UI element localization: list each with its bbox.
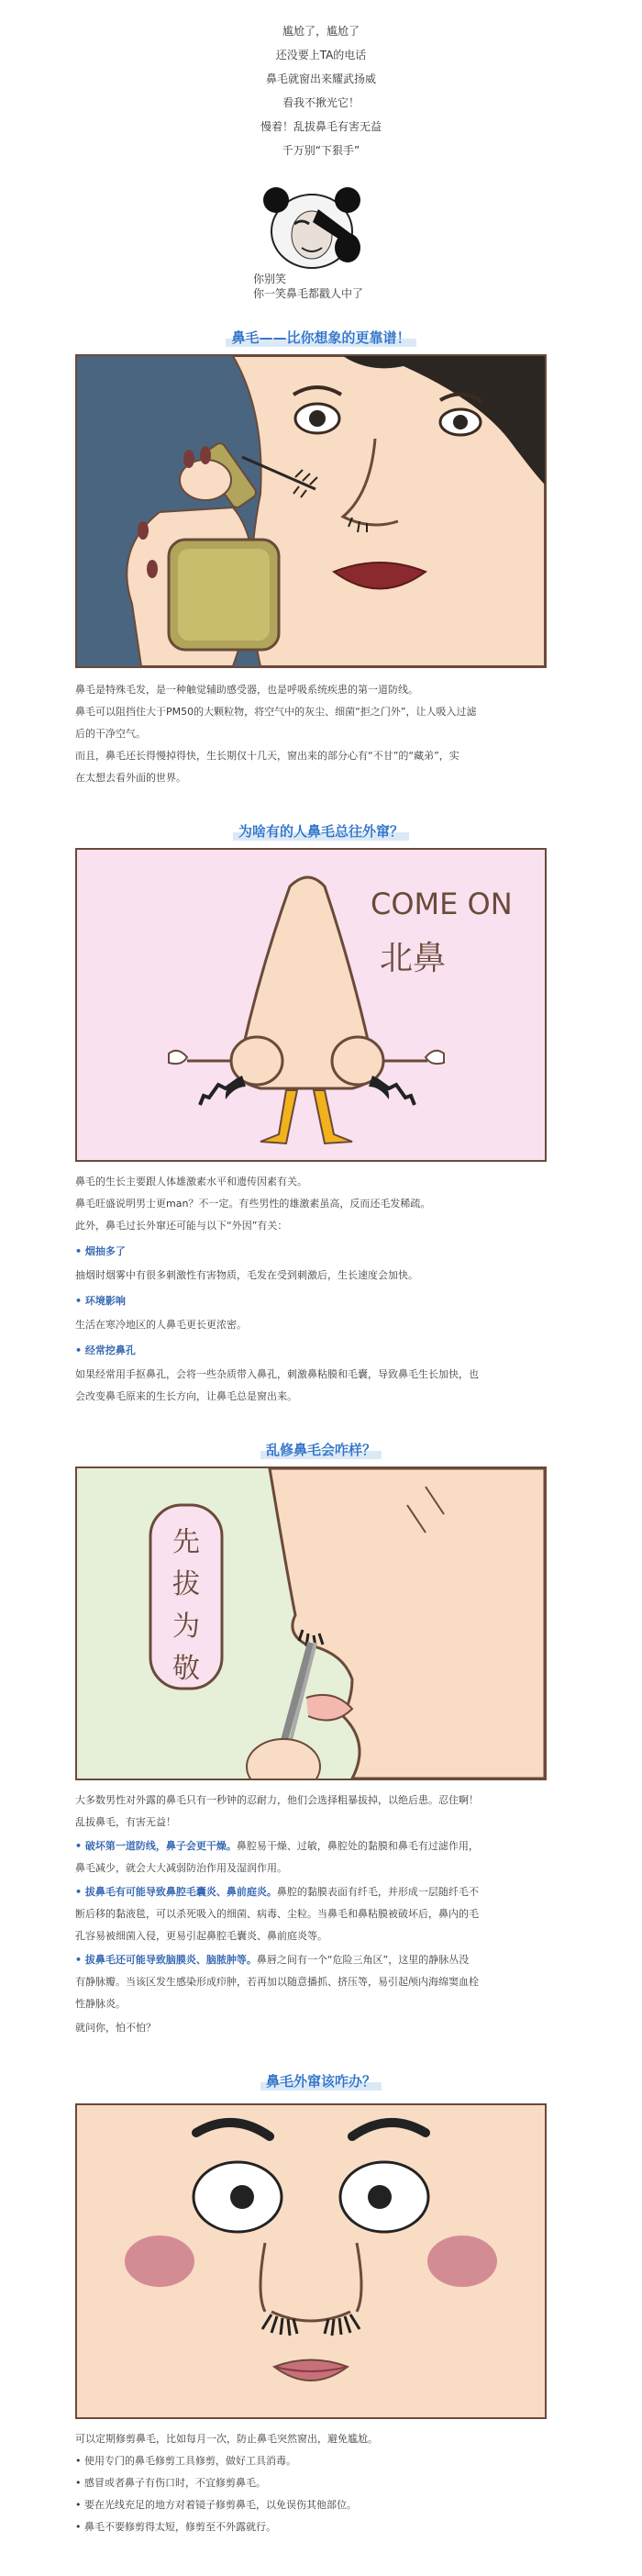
harm-text: 鼻腔易干燥、过敏，鼻腔处的黏膜和鼻毛有过滤作用， bbox=[236, 1840, 479, 1852]
section-title-text: 乱修鼻毛会咋样？ bbox=[260, 1441, 382, 1459]
section-title-text: 为啥有的人鼻毛总往外窜？ bbox=[233, 822, 409, 841]
section-title bbox=[0, 2072, 642, 2091]
meme-caption: 你别笑 bbox=[253, 273, 287, 285]
factor-text: 抽烟时烟雾中有很多刺激性有害物质，毛发在受到刺激后，生长速度会加快。 bbox=[75, 1269, 418, 1281]
paragraph: 就问你，怕不怕？ bbox=[75, 2022, 156, 2034]
face-closeup-illustration bbox=[75, 2103, 547, 2419]
harm-title: • 拔鼻毛还可能导致脑膜炎、脑脓肿等。 bbox=[75, 1954, 257, 1966]
intro-line: 还没要上TA的电话 bbox=[275, 49, 367, 61]
factor-title: • 烟抽多了 bbox=[75, 1245, 126, 1257]
factor-text: 会改变鼻毛原来的生长方向，让鼻毛总是窗出来。 bbox=[75, 1390, 297, 1402]
paragraph: 鼻毛可以阻挡住大于PM50的大颗粒物，将空气中的灰尘、细菌“拒之门外”，让人吸入过滤 bbox=[75, 706, 477, 718]
illustration-text-beibi: 北鼻 bbox=[380, 940, 447, 977]
illustration-text-come-on: COME ON bbox=[371, 887, 513, 921]
factor-text: 生活在寒冷地区的人鼻毛更长更浓密。 bbox=[75, 1319, 247, 1331]
tip-item: • 要在光线充足的地方对着镜子修剪鼻毛，以免误伤其他部位。 bbox=[75, 2499, 357, 2511]
paragraph: 鼻毛是特殊毛发，是一种触觉辅助感受器，也是呼吸系统疾患的第一道防线。 bbox=[75, 684, 418, 696]
harm-text: 孔容易被细菌入侵，更易引起鼻腔毛囊炎、鼻前庭炎等。 bbox=[75, 1930, 327, 1942]
harm-item bbox=[75, 1839, 552, 1853]
intro-line: 尴尬了，尴尬了 bbox=[282, 25, 360, 38]
harm-text: 断后移的黏液毯，可以杀死吸入的细菌、病毒、尘粒。当鼻毛和鼻粘膜被破坏后，鼻内的毛 bbox=[75, 1908, 479, 1920]
woman-trimming-illustration bbox=[75, 354, 547, 668]
panda-meme-image bbox=[261, 184, 362, 272]
intro-line: 看我不揪光它！ bbox=[282, 96, 360, 109]
factor-title: • 环境影响 bbox=[75, 1295, 126, 1307]
intro-line: 慢着！乱拔鼻毛有害无益 bbox=[260, 120, 382, 133]
paragraph: 乱拔鼻毛，有害无益！ bbox=[75, 1816, 176, 1828]
factor-title: • 经常挖鼻孔 bbox=[75, 1344, 136, 1356]
paragraph: 后的干净空气。 bbox=[75, 728, 146, 740]
harm-text: 有静脉瓣。当该区发生感染形成疖肿，若再加以随意播抓、挤压等，易引起颅内海绵窦血栓 bbox=[75, 1976, 479, 1988]
paragraph: 大多数男性对外露的鼻毛只有一秒钟的忍耐力，他们会选择粗暴拔掉，以绝后患。忍住啊！ bbox=[75, 1794, 479, 1806]
factor-text: 如果经常用手抠鼻孔，会将一些杂质带入鼻孔，刺激鼻粘膜和毛囊，导致鼻毛生长加快，也 bbox=[75, 1368, 479, 1380]
tip-item: • 鼻毛不要修剪得太短，修剪至不外露就行。 bbox=[75, 2521, 276, 2533]
tweezer-illustration bbox=[75, 1466, 547, 1780]
intro-line: 千万别“下狠手” bbox=[282, 144, 360, 157]
paragraph: 可以定期修剪鼻毛，比如每月一次，防止鼻毛突然窗出，避免尴尬。 bbox=[75, 2433, 378, 2445]
tip-item: • 感冒或者鼻子有伤口时，不宜修剪鼻毛。 bbox=[75, 2477, 266, 2489]
sign-char: 先 bbox=[172, 1526, 200, 1558]
section-title-text: 鼻毛——比你想象的更靠谱！ bbox=[226, 329, 415, 347]
harm-item bbox=[75, 1885, 552, 1899]
harm-text: 性静脉炎。 bbox=[75, 1998, 126, 2010]
section-title bbox=[0, 329, 642, 347]
meme-caption: 你一笑鼻毛都戳人中了 bbox=[253, 287, 364, 300]
sign-char: 拔 bbox=[172, 1568, 200, 1600]
sign-char: 敬 bbox=[172, 1653, 200, 1685]
paragraph: 而且，鼻毛还长得慢掉得快，生长期仅十几天，窗出来的部分心有“不甘”的“藏弟”，实 bbox=[75, 750, 459, 762]
harm-title: • 拔鼻毛有可能导致鼻腔毛囊炎、鼻前庭炎。 bbox=[75, 1886, 277, 1898]
dancing-nose-illustration bbox=[75, 848, 547, 1162]
harm-text: 鼻毛减少，就会大大减弱防治作用及湿润作用。 bbox=[75, 1862, 287, 1874]
sign-char: 为 bbox=[172, 1611, 200, 1643]
paragraph: 此外，鼻毛过长外窜还可能与以下“外因”有关： bbox=[75, 1220, 288, 1232]
section-title-text: 鼻毛外窜该咋办？ bbox=[260, 2072, 382, 2091]
section-title bbox=[0, 1441, 642, 1459]
paragraph: 鼻毛的生长主要跟人体雄激素水平和遗传因素有关。 bbox=[75, 1176, 307, 1188]
section-title bbox=[0, 822, 642, 841]
harm-text: 鼻腔的黏膜表面有纤毛，并形成一层随纤毛不 bbox=[276, 1886, 479, 1898]
harm-item bbox=[75, 1953, 552, 1967]
intro-line: 鼻毛就窗出来耀武扬威 bbox=[265, 72, 376, 85]
paragraph: 在太想去看外面的世界。 bbox=[75, 772, 186, 784]
harm-title: • 破坏第一道防线，鼻子会更干燥。 bbox=[75, 1840, 237, 1852]
tip-item: • 使用专门的鼻毛修剪工具修剪，做好工具消毒。 bbox=[75, 2455, 296, 2467]
harm-text: 鼻唇之间有一个“危险三角区”，这里的静脉丛没 bbox=[256, 1954, 470, 1966]
paragraph: 鼻毛旺盛说明男士更man？不一定。有些男性的雄激素虽高，反而还毛发稀疏。 bbox=[75, 1198, 431, 1210]
